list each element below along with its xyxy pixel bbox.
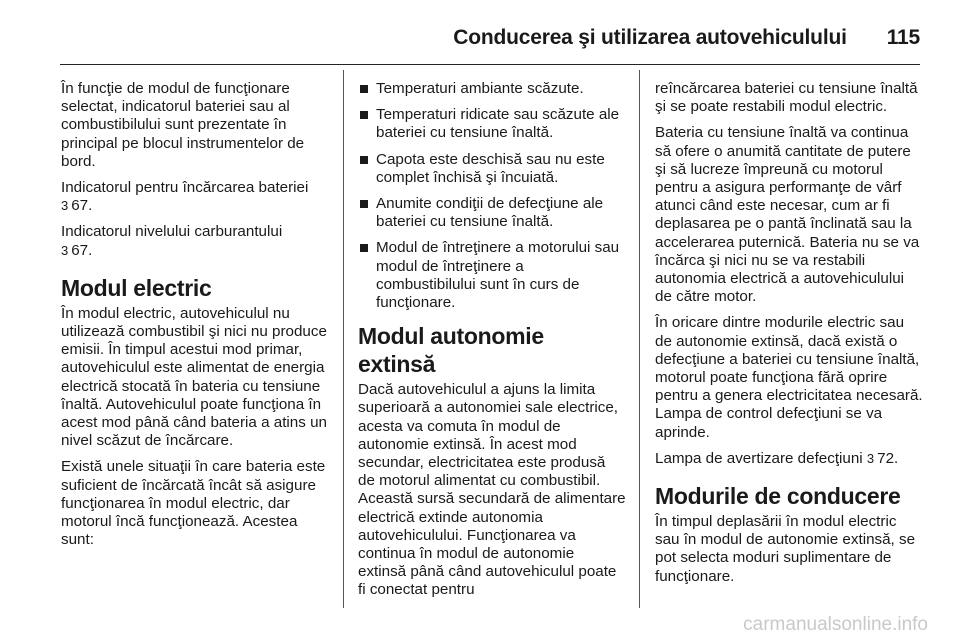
section-heading-driving-modes: Modurile de conducere	[655, 483, 901, 510]
watermark: carmanualsonline.info	[743, 614, 928, 635]
reference-arrow-icon: 3	[61, 198, 69, 214]
paragraph-battery-power: Bateria cu tensiune înaltă va continua să ofere o anumită cantitate de putere şi să lucreze împreună cu motorul pentru a asigura performanţe de vârf atunci când este necesar, cum ar fi deplasarea pe o pantă înclinată sau la accelerarea puternică. Bateria nu se va încărca şi nici nu se va restabili autonomia electrică a autovehiculului de către motor.	[655, 124, 920, 306]
reference-arrow-icon: 3	[61, 242, 69, 258]
list-item: Temperaturi ambiante scăzute.	[358, 80, 626, 98]
reference-arrow-icon: 3	[866, 450, 875, 466]
page-header-title: Conducerea şi utilizarea autovehiculului	[453, 26, 847, 49]
page-reference-link[interactable]: 67.	[71, 241, 93, 259]
section-heading-electric-mode: Modul electric	[61, 274, 212, 301]
column-3	[655, 80, 925, 594]
list-item: Modul de întreţinere a motorului sau modul de întreţinere a combustibilului sunt în curs de funcţionare.	[358, 239, 626, 312]
column-1	[61, 80, 329, 557]
section-heading-extended-range: Modul autonomie extinsă	[358, 323, 544, 378]
list-item: Capota este deschisă sau nu este complet închisă şi încuiată.	[358, 151, 626, 187]
paragraph-battery-indicator-ref	[61, 179, 329, 215]
column-divider-1	[343, 70, 344, 608]
battery-indicator-label: Indicatorul pentru încărcarea bateriei	[61, 179, 309, 197]
paragraph-battery-fault: În oricare dintre modurile electric sau de autonomie extinsă, dacă există o defecţiune a bateriei cu tensiune înaltă, motorul poate funcţiona fără oprire pentru a genera electricitatea necesară. Lampa de control defecţiuni se va aprinde.	[655, 314, 923, 441]
column-divider-2	[639, 70, 640, 608]
list-item: Temperaturi ridicate sau scăzute ale bateriei cu tensiune înaltă.	[358, 106, 626, 142]
paragraph-indicators-intro: În funcţie de modul de funcţionare selectat, indicatorul bateriei sau al combustibilului sunt prezentate în principal pe blocul instrumentelor de bord.	[61, 80, 305, 170]
header-divider	[60, 64, 920, 65]
malfunction-lamp-label: Lampa de avertizare defecţiuni	[655, 449, 863, 467]
paragraph-driving-modes: În timpul deplasării în modul electric sau în modul de autonomie extinsă, se pot selecta moduri suplimentare de funcţionare.	[655, 513, 916, 585]
paragraph-extended-range: Dacă autovehiculul a ajuns la limita superioară a autonomiei sale electrice, acesta va comuta în modul de autonomie extinsă. În acest mod secundar, electricitatea este produsă de motorul alimentat cu combustibil. Această sursă secundară de alimentare electrică extinde autonomia autovehiculului. Funcţionarea va continua în modul de autonomie extinsă până când autovehiculul poate fi conectat pentru	[358, 381, 626, 599]
page-reference-link[interactable]: 72.	[877, 449, 899, 467]
page-number: 115	[886, 26, 920, 49]
situations-list	[358, 80, 626, 312]
paragraph-malfunction-lamp-ref	[655, 450, 925, 468]
paragraph-engine-situations: Există unele situaţii în care bateria este suficient de încărcată încât să asigure funcţionarea în modul electric, dar motorul încă funcţionează. Acestea sunt:	[61, 458, 326, 549]
list-item: Anumite condiţii de defecţiune ale bateriei cu tensiune înaltă.	[358, 195, 626, 231]
page-header	[60, 18, 920, 58]
paragraph-recharge-continuation: reîncărcarea bateriei cu tensiune înaltă şi se poate restabili modul electric.	[655, 80, 918, 116]
column-2	[358, 80, 626, 608]
fuel-indicator-label: Indicatorul nivelului carburantului	[61, 223, 283, 241]
paragraph-electric-mode: În modul electric, autovehiculul nu utilizează combustibil şi nici nu produce emisii. În timpul acestui mod primar, autovehiculul este alimentat de energia electrică stocată în bateria cu tensiune înaltă. Autovehiculul poate funcţiona în acest mod până când bateria a atins un nivel scăzut de încărcare.	[61, 304, 327, 450]
page-reference-link[interactable]: 67.	[71, 197, 93, 215]
paragraph-fuel-indicator-ref	[61, 223, 329, 259]
